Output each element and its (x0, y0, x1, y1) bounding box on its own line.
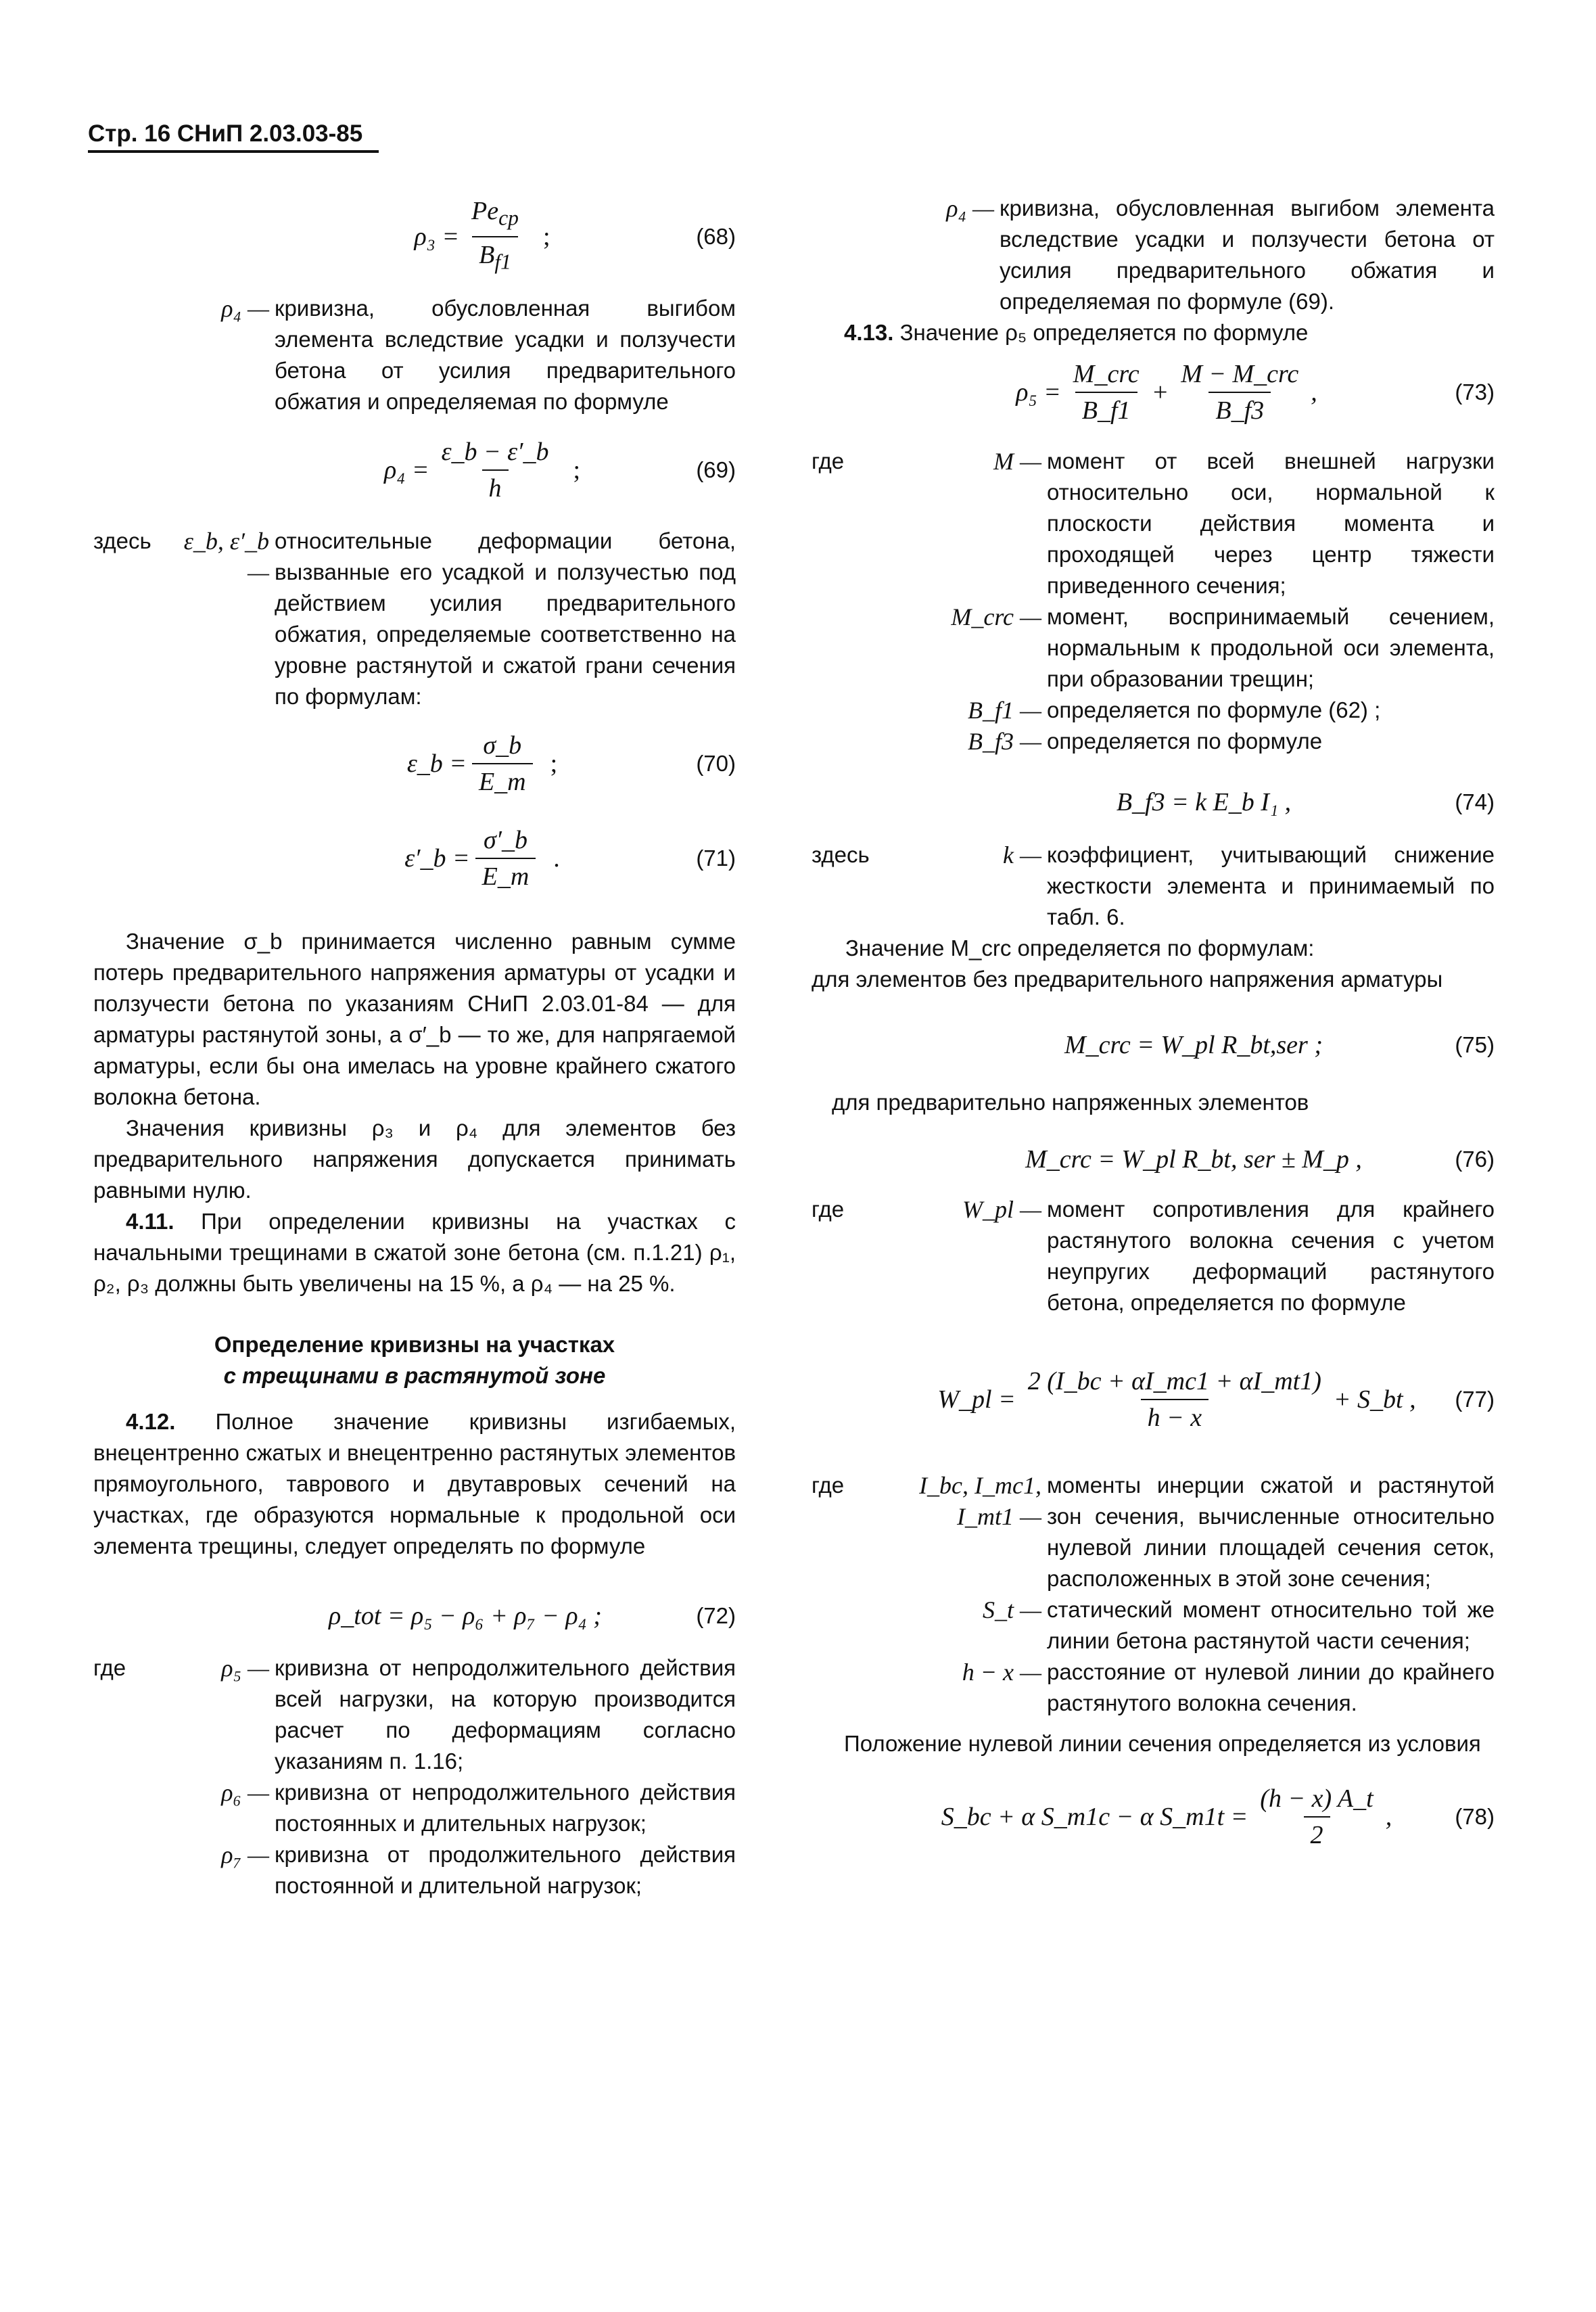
formula-73-plus: + (1151, 378, 1169, 407)
formula-73-den1: B_f1 (1075, 392, 1137, 425)
formula-73-num2: M − M_crc (1181, 360, 1299, 388)
formula-75-number: (75) (1455, 1032, 1495, 1057)
zero-curvature-paragraph: Значения кривизны ρ₃ и ρ₄ для элементов без предварительного напряжения допускается принимать равными нулю. (93, 1115, 736, 1203)
Wpl-definition (812, 1194, 1495, 1318)
page-header: Стр. 16 СНиП 2.03.03-85 (88, 120, 363, 147)
formula-70-lhs: ε_b = (406, 749, 467, 778)
formula-71-tail: . (553, 844, 560, 873)
left-column (93, 193, 736, 1901)
clause-4-13 (812, 317, 1495, 348)
formula-77-number: (77) (1455, 1387, 1495, 1412)
formula-73-lhs: ρ₅ = (1016, 378, 1061, 407)
rho4-symbol: ρ₄ — (221, 295, 269, 322)
formula-72-expr: ρ_tot = ρ₅ − ρ₆ + ρ₇ − ρ₄ ; (329, 1602, 602, 1630)
formula-77-tail: + S_bt , (1333, 1385, 1416, 1414)
formula-75 (812, 1011, 1495, 1079)
where-label-right-2: где (812, 1197, 845, 1222)
formula-74-expr: B_f3 = k E_b I₁ , (1116, 788, 1292, 816)
clause-4-13-number: 4.13. (844, 320, 894, 345)
mcrc-intro: Значение M_crc определяется по формулам: (845, 935, 1315, 961)
Bf1-definition (812, 695, 1495, 726)
formula-78-tail: , (1385, 1803, 1392, 1831)
formula-73-number: (73) (1455, 379, 1495, 404)
formula-68-numerator: Pe (471, 197, 499, 226)
epsilon-symbol: ε_b, ε′_b — (183, 528, 269, 586)
rho4-symbol-2: ρ₄ — (946, 195, 994, 222)
neutral-line-paragraph: Положение нулевой линии сечения определяется из условия (844, 1731, 1481, 1756)
St-definition (812, 1594, 1495, 1657)
clause-4-11 (93, 1206, 736, 1299)
Bf1-symbol: B_f1 — (967, 697, 1041, 724)
formula-69-fraction (435, 437, 556, 503)
formula-73-den2: B_f3 (1208, 392, 1271, 425)
formula-69 (93, 430, 736, 511)
rho5-text: кривизна от непродолжительного действия всей нагрузки, на которую производится расчет по деформациям согласно указаниям п. 1.16; (275, 1655, 736, 1774)
formula-74-number: (74) (1455, 789, 1495, 814)
formula-68-numerator-sub: cp (498, 206, 519, 230)
formula-73 (812, 348, 1495, 436)
formula-73-fraction-2 (1174, 359, 1305, 425)
clause-4-11-text: При определении кривизны на участках с начальными трещинами в сжатой зоне бетона (см. п.1.21) ρ₁, ρ₂, ρ₃ должны быть увеличены на 15 %, а ρ₄ — на 25 %. (93, 1209, 736, 1296)
rho7-symbol: ρ₇ — (221, 1841, 269, 1868)
clause-4-13-text: Значение ρ₅ определяется по формуле (899, 320, 1309, 345)
formula-77 (812, 1352, 1495, 1447)
Wpl-text: момент сопротивления для крайнего растянутого волокна сечения с учетом неупругих деформаций растянутого бетона, определяется по формуле (1047, 1197, 1495, 1315)
formula-71 (93, 818, 736, 899)
M-text: момент от всей внешней нагрузки относительно оси, нормальной к плоскости действия момента и проходящей через центр тяжести приведенного сечения; (1047, 448, 1495, 598)
formula-77-lhs: W_pl = (937, 1385, 1016, 1414)
formula-73-fraction-1 (1066, 359, 1146, 425)
formula-68-fraction (465, 196, 525, 277)
formula-68-denominator: B (479, 241, 495, 269)
formula-69-tail: ; (573, 456, 581, 484)
formula-71-number: (71) (696, 846, 736, 871)
formula-68-number: (68) (696, 224, 736, 249)
where-label-right: где (812, 448, 845, 473)
formula-72 (93, 1589, 736, 1643)
rho4-definition (93, 293, 736, 417)
formula-69-lhs: ρ₄ = (383, 456, 429, 484)
rho4-text: кривизна, обусловленная выгибом элемента вследствие усадки и ползучести бетона от усилия предварительного обжатия и определяемая по формуле (275, 296, 736, 414)
formula-73-num1: M_crc (1073, 360, 1140, 388)
formula-71-lhs: ε′_b = (404, 844, 470, 873)
formula-68-lhs: ρ₃ = (414, 223, 460, 251)
formula-70-numerator: σ_b (483, 731, 522, 760)
formula-74 (812, 772, 1495, 833)
formula-76-number: (76) (1455, 1147, 1495, 1172)
prestressed-label: для предварительно напряженных элементов (832, 1090, 1309, 1115)
here-label-right: здесь (812, 842, 870, 867)
formula-70-denominator: E_m (472, 763, 533, 797)
Bf3-text: определяется по формуле (1047, 729, 1323, 754)
rho4-definition-continued (812, 193, 1495, 317)
clause-4-12 (93, 1406, 736, 1562)
where-label-right-3: где (812, 1473, 845, 1498)
formula-76-expr: M_crc = W_pl R_bt, ser ± M_p , (1025, 1145, 1362, 1174)
section-heading-line2: с трещинами в растянутой зоне (223, 1363, 606, 1388)
formula-70 (93, 723, 736, 804)
M-symbol: M — (993, 448, 1041, 475)
I-symbol: I_bc, I_mc1, I_mt1 — (919, 1472, 1041, 1530)
formula-68 (93, 193, 736, 281)
formula-71-numerator: σ′_b (483, 826, 527, 854)
formula-70-fraction (472, 731, 533, 797)
formula-68-denominator-sub: f1 (494, 250, 511, 274)
formula-69-denominator: h (482, 469, 509, 503)
k-definition (812, 839, 1495, 933)
clause-4-12-number: 4.12. (126, 1409, 176, 1434)
formula-71-denominator: E_m (475, 858, 536, 892)
formula-75-expr: M_crc = W_pl R_bt,ser ; (1064, 1031, 1323, 1059)
formula-78-fraction (1253, 1784, 1380, 1850)
Bf1-text: определяется по формуле (62) ; (1047, 697, 1381, 722)
right-column (812, 193, 1495, 1861)
k-text: коэффициент, учитывающий снижение жесткости элемента и принимаемый по табл. 6. (1047, 842, 1495, 929)
St-text: статический момент относительно той же линии бетона растянутой части сечения; (1047, 1597, 1495, 1653)
where-label-left: где (93, 1655, 126, 1680)
hx-text: расстояние от нулевой линии до крайнего растянутого волокна сечения. (1047, 1659, 1495, 1715)
formula-72-number: (72) (696, 1603, 736, 1628)
sigma-paragraph: Значение σ_b принимается численно равным сумме потерь предварительного напряжения арматуры от усадки и ползучести бетона по указаниям СНиП 2.03.01-84 — для арматуры растянутой зоны, а σ′_b — то же, для напрягаемой арматуры, если бы она имелась на уровне крайнего сжатого волокна бетона. (93, 929, 736, 1109)
Bf3-definition (812, 726, 1495, 757)
formula-77-fraction (1021, 1366, 1328, 1433)
Mcrc-text: момент, воспринимаемый сечением, нормальным к продольной оси элемента, при образовании трещин; (1047, 604, 1495, 691)
I-definition (812, 1470, 1495, 1594)
formula-68-tail: ; (543, 223, 550, 251)
rho7-definition (93, 1839, 736, 1901)
formula-78 (812, 1773, 1495, 1861)
clause-4-12-text: Полное значение кривизны изгибаемых, внецентренно сжатых и внецентренно растянутых элементов прямоугольного, таврового и двутавровых сечений на участках, где образуются нормальные к продольной оси элемента трещины, следует определять по формуле (93, 1409, 736, 1558)
hx-definition (812, 1657, 1495, 1719)
hx-symbol: h − x — (962, 1659, 1041, 1686)
formula-71-fraction (475, 825, 536, 892)
I-text: моменты инерции сжатой и растянутой зон сечения, вычисленные относительно нулевой линии площадей сечения сеток, расположенных в этой зоне сечения; (1047, 1473, 1495, 1591)
rho5-definition (93, 1652, 736, 1777)
formula-77-numerator: 2 (I_bc + αI_mc1 + αI_mt1) (1027, 1367, 1321, 1395)
formula-78-number: (78) (1455, 1804, 1495, 1829)
formula-78-lhs: S_bc + α S_m1c − α S_m1t = (941, 1803, 1248, 1831)
formula-70-number: (70) (696, 751, 736, 776)
rho4-text-2: кривизна, обусловленная выгибом элемента вследствие усадки и ползучести бетона от усилия предварительного обжатия и определяемая по формуле (69). (1000, 195, 1495, 314)
rho5-symbol: ρ₅ — (221, 1655, 269, 1682)
clause-4-11-number: 4.11. (126, 1209, 174, 1234)
k-symbol: k — (1003, 841, 1041, 869)
rho6-symbol: ρ₆ — (221, 1779, 269, 1806)
formula-78-denominator: 2 (1304, 1816, 1330, 1850)
header-rule (88, 150, 379, 153)
rho6-text: кривизна от непродолжительного действия постоянных и длительных нагрузок; (275, 1780, 736, 1836)
here-label: здесь (93, 528, 151, 553)
no-prestress-label: для элементов без предварительного напряжения арматуры (812, 967, 1443, 992)
epsilon-text: относительные деформации бетона, вызванные его усадкой и ползучестью под действием усилия предварительного обжатия, определяемые соответственно на уровне растянутой и сжатой грани сечения по формулам: (275, 528, 736, 709)
formula-70-tail: ; (550, 749, 558, 778)
Bf3-symbol: B_f3 — (967, 728, 1041, 755)
formula-69-number: (69) (696, 457, 736, 482)
formula-76 (812, 1129, 1495, 1190)
section-heading-line1: Определение кривизны на участках (214, 1332, 615, 1357)
formula-78-numerator: (h − x) A_t (1260, 1784, 1374, 1813)
Wpl-symbol: W_pl — (962, 1196, 1041, 1223)
epsilon-definition (93, 526, 736, 712)
formula-69-numerator: ε_b − ε′_b (441, 438, 549, 466)
formula-77-denominator: h − x (1141, 1399, 1209, 1433)
formula-73-tail: , (1311, 378, 1317, 407)
St-symbol: S_t — (982, 1596, 1041, 1623)
rho7-text: кривизна от продолжительного действия постоянной и длительной нагрузок; (275, 1842, 736, 1898)
rho6-definition (93, 1777, 736, 1839)
Mcrc-definition (812, 601, 1495, 695)
M-definition (812, 446, 1495, 601)
Mcrc-symbol: M_crc — (951, 603, 1041, 630)
section-heading (93, 1329, 736, 1391)
